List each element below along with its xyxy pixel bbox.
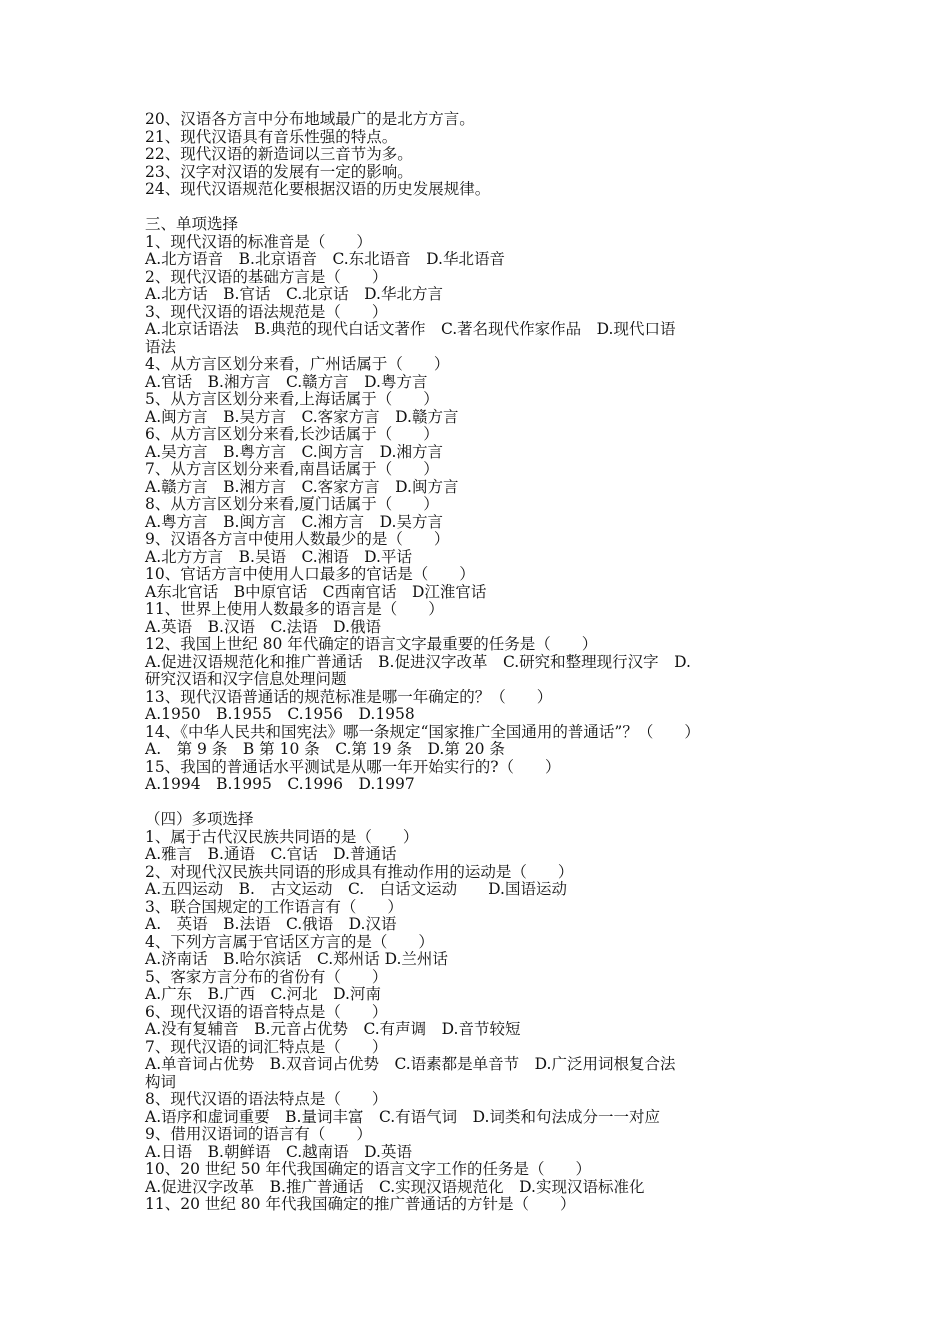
text-line: 4、下列方言属于官话区方言的是（ ） — [145, 932, 434, 951]
text-line: A.1994 B.1995 C.1996 D.1997 — [145, 775, 415, 793]
text-line: 4、从方言区划分来看，广州话属于（ ） — [145, 355, 450, 373]
text-line: 2、对现代汉民族共同语的形成具有推动作用的运动是（ ） — [145, 862, 574, 881]
text-line: A.雅言 B.通语 C.官话 D.普通话 — [145, 845, 397, 863]
text-line: 22、现代汉语的新造词以三音节为多。 — [145, 145, 413, 163]
text-line: A.赣方言 B.湘方言 C.客家方言 D.闽方言 — [145, 477, 459, 496]
text-line: 12、我国上世纪 80 年代确定的语言文字最重要的任务是（ ） — [145, 635, 598, 653]
text-line: A.促进汉语规范化和推广普通话 B.促进汉字改革 C.研究和整理现行汉字 D. — [145, 652, 691, 671]
text-line: A.广东 B.广西 C.河北 D.河南 — [145, 985, 381, 1003]
blank-line — [145, 199, 825, 217]
text-line: A.日语 B.朝鲜语 C.越南语 D.英语 — [145, 1142, 412, 1161]
text-line: A.济南话 B.哈尔滨话 C.郑州话 D.兰州话 — [145, 950, 448, 968]
text-line: 1、属于古代汉民族共同语的是（ ） — [145, 827, 419, 846]
text-line: A. 第 9 条 B 第 10 条 C.第 19 条 D.第 20 条 — [145, 740, 505, 758]
text-line: 9、借用汉语词的语言有（ ） — [145, 1125, 372, 1143]
text-line: 15、我国的普通话水平测试是从哪一年开始实行的?（ ） — [145, 757, 561, 776]
text-line: A东北官话 B中原官话 C西南官话 D江淮官话 — [145, 582, 487, 601]
text-line: 10、官话方言中使用人口最多的官话是（ ） — [145, 565, 475, 583]
text-line: 13、现代汉语普通话的规范标准是哪一年确定的？（ ） — [145, 687, 553, 706]
text-line: A.单音词占优势 B.双音词占优势 C.语素都是单音节 D.广泛用词根复合法 — [145, 1055, 676, 1073]
text-line: 11、世界上使用人数最多的语言是（ ） — [145, 600, 444, 618]
text-line: A.官话 B.湘方言 C.赣方言 D.粤方言 — [145, 372, 428, 391]
text-line: （四）多项选择 — [145, 810, 254, 828]
text-line: A.北方话 B.官话 C.北京话 D.华北方言 — [145, 285, 443, 303]
text-line: 23、汉字对汉语的发展有一定的影响。 — [145, 162, 413, 181]
text-line: 5、客家方言分布的省份有（ ） — [145, 967, 388, 986]
text-line: 21、现代汉语具有音乐性强的特点。 — [145, 127, 398, 146]
text-line: A.五四运动 B. 古文运动 C. 白话文运动 D.国语运动 — [145, 880, 567, 898]
text-line: 2、现代汉语的基础方言是（ ） — [145, 267, 388, 286]
text-line: 20、汉语各方言中分布地域最广的是北方方言。 — [145, 110, 475, 128]
document-body — [145, 111, 825, 1214]
text-line: 1、现代汉语的标准音是（ ） — [145, 232, 372, 251]
text-line: 11、20 世纪 80 年代我国确定的推广普通话的方针是（ ） — [145, 1195, 576, 1213]
text-line: A.北京话语法 B.典范的现代白话文著作 C.著名现代作家作品 D.现代口语 — [145, 320, 676, 338]
text-line: A.吴方言 B.粤方言 C.闽方言 D.湘方言 — [145, 442, 443, 461]
text-line: A.促进汉字改革 B.推广普通话 C.实现汉语规范化 D.实现汉语标准化 — [145, 1177, 645, 1196]
text-line: 构词 — [145, 1072, 177, 1091]
text-line: 7、从方言区划分来看,南昌话属于（ ） — [145, 460, 439, 478]
text-line: 5、从方言区划分来看,上海话属于（ ） — [145, 390, 439, 408]
text-line: A.没有复辅音 B.元音占优势 C.有声调 D.音节较短 — [145, 1020, 521, 1038]
text-line: A. 英语 B.法语 C.俄语 D.汉语 — [145, 915, 397, 933]
text-line: A.北方语音 B.北京语音 C.东北语音 D.华北语音 — [145, 250, 505, 268]
text-line: 10、20 世纪 50 年代我国确定的语言文字工作的任务是（ ） — [145, 1160, 591, 1178]
text-line: 14、《中华人民共和国宪法》哪一条规定“国家推广全国通用的普通话”？（ ） — [145, 722, 700, 741]
text-line: 9、汉语各方言中使用人数最少的是（ ） — [145, 530, 450, 548]
text-line: 24、现代汉语规范化要根据汉语的历史发展规律。 — [145, 180, 491, 198]
text-line: A.闽方言 B.吴方言 C.客家方言 D.赣方言 — [145, 407, 459, 426]
text-line: 7、现代汉语的词汇特点是（ ） — [145, 1037, 388, 1056]
text-line: 3、现代汉语的语法规范是（ ） — [145, 302, 388, 321]
text-line: 6、从方言区划分来看,长沙话属于（ ） — [145, 425, 439, 443]
text-line: 语法 — [145, 337, 177, 356]
text-line: 3、联合国规定的工作语言有（ ） — [145, 897, 403, 916]
text-line: A.北方方言 B.吴语 C.湘语 D.平话 — [145, 547, 412, 566]
text-line: A.英语 B.汉语 C.法语 D.俄语 — [145, 617, 381, 636]
text-line: A.1950 B.1955 C.1956 D.1958 — [145, 705, 415, 723]
text-line: 8、现代汉语的语法特点是（ ） — [145, 1090, 388, 1108]
text-line: 8、从方言区划分来看,厦门话属于（ ） — [145, 495, 439, 513]
text-line: A.粤方言 B.闽方言 C.湘方言 D.吴方言 — [145, 512, 443, 531]
text-line: 6、现代汉语的语音特点是（ ） — [145, 1002, 388, 1021]
text-line: 三、单项选择 — [145, 215, 239, 233]
text-line: 研究汉语和汉字信息处理问题 — [145, 670, 347, 688]
blank-line — [145, 794, 825, 812]
text-line: A.语序和虚词重要 B.量词丰富 C.有语气词 D.词类和句法成分一一对应 — [145, 1107, 660, 1126]
